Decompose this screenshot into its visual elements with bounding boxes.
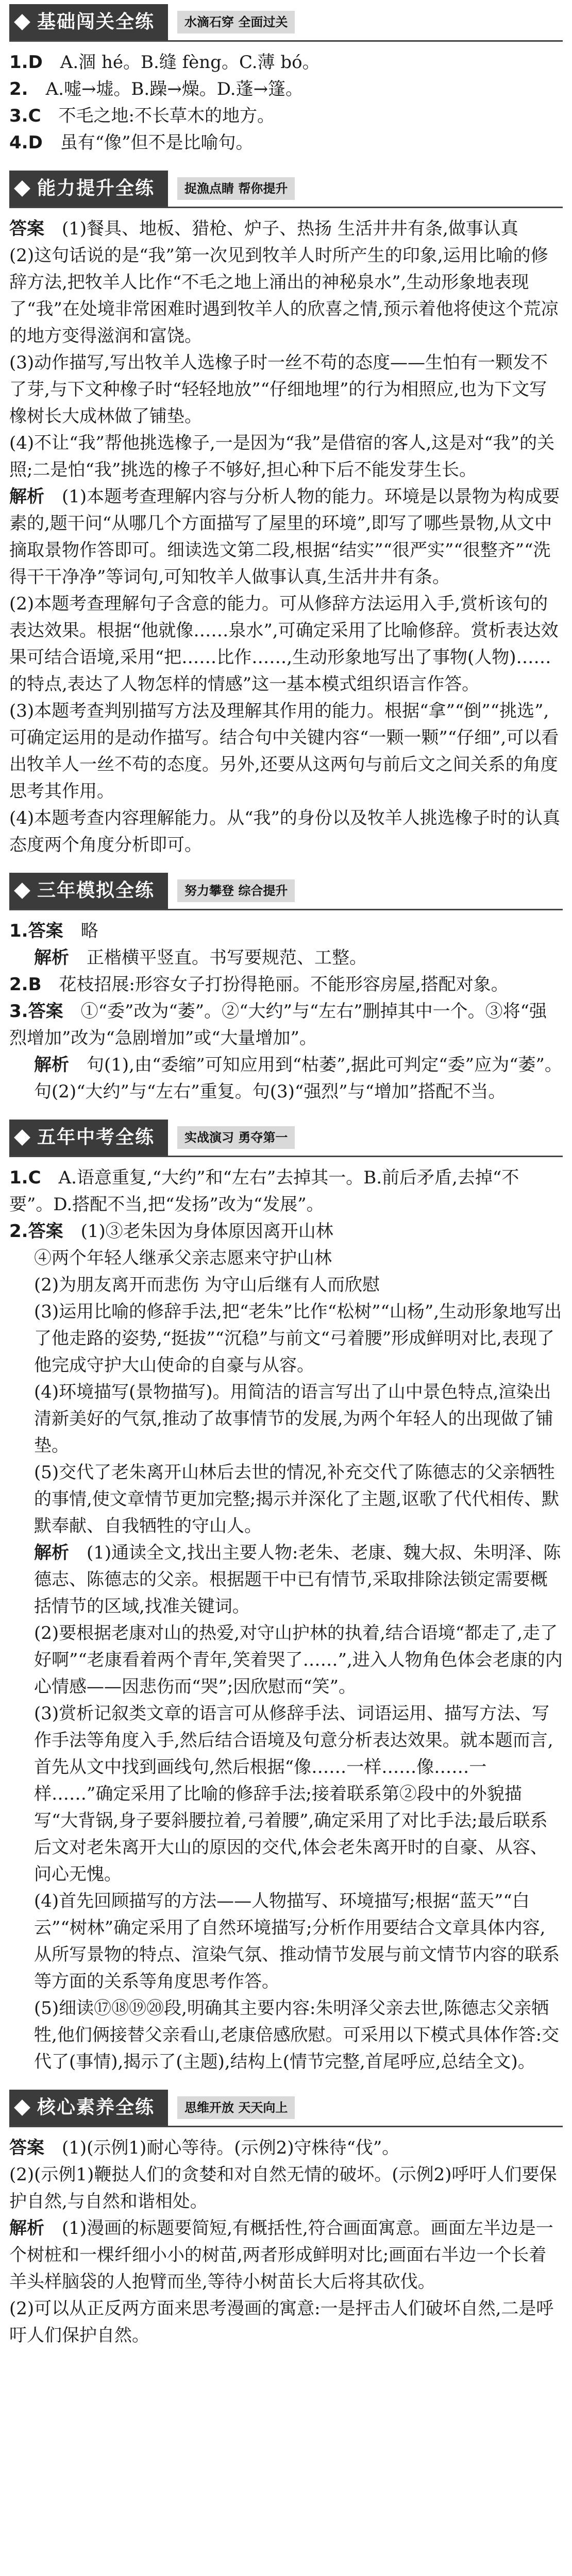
- section-title: [9, 873, 168, 909]
- answer-label: 3.C: [9, 106, 41, 126]
- section-subtitle: 水滴石穿 全面过关: [177, 11, 295, 33]
- answer-label: 解析: [34, 1055, 69, 1075]
- answer-line: [9, 1620, 563, 1700]
- answer-line: [9, 1539, 563, 1620]
- answer-label: 2.B: [9, 974, 42, 995]
- section-5: [9, 2090, 563, 2349]
- section-banner: [9, 2090, 563, 2127]
- section-4: [9, 1120, 563, 2075]
- answer-text: 不毛之地:不长草木的地方。: [58, 106, 275, 126]
- answer-text: (5)交代了老朱离开山林后去世的情况,补充交代了陈德志的父亲牺牲的事情,使文章情节更加完整;揭示并深化了主题,讴歌了代代相传、默默奉献、自我牺牲的守山人。: [34, 1462, 560, 1536]
- section-1: [9, 4, 563, 156]
- section-banner: [9, 1120, 563, 1157]
- answer-label: 1.答案: [9, 921, 63, 941]
- answer-text: (1)(示例1)耐心等待。(示例2)守株待“伐”。: [62, 2138, 400, 2158]
- answer-text: (3)本题考查判别描写方法及理解其作用的能力。根据“拿”“倒”“挑选”,可确定运用的是动作描写。结合句中关键内容“一颗一颗”“仔细”,可以看出牧羊人一丝不苟的态度。另外,还要从这两句与前后文之间关系的角度思考其作用。: [9, 701, 559, 802]
- answer-line: [9, 1245, 563, 1272]
- answer-line: [9, 129, 563, 156]
- answer-line: [9, 944, 563, 971]
- answer-line: [9, 1052, 563, 1105]
- answer-text: (3)赏析记叙类文章的语言可从修辞手法、词语运用、描写方法、写作手法等角度入手,然后结合语境及句意分析表达效果。就本题而言,首先从文中找到画线句,然后根据“像……一样……像……一样……”确定采用了比喻的修辞手法;接着联系第②段中的外貌描写“大背锅,身子要斜腰拉着,弓着腰”,确定采用了对比手法;最后联系后文对老朱离开大山的原因的交代,体会老朱离开时的自豪、从容、问心无愧。: [34, 1703, 553, 1885]
- section-title-text: 核心素养全练: [37, 2097, 155, 2118]
- answer-text: (1)通读全文,找出主要人物:老朱、老康、魏大叔、朱明泽、陈德志、陈德志的父亲。根据题干中已有情节,采取排除法锁定需要概括情节的区域,找准关键词。: [34, 1543, 561, 1617]
- answer-line: [9, 242, 563, 349]
- content: [9, 4, 563, 2349]
- diamond-icon: [14, 180, 30, 197]
- section-title-text: 能力提升全练: [37, 178, 155, 199]
- answer-line: [9, 2134, 563, 2161]
- answer-text: (2)要根据老康对山的热爱,对守山护林的执着,结合语境“都走了,走了好啊”“老康看着两个青年,笑着哭了……”,进入人物角色体会老康的内心情感——因悲伤而“哭”;因欣慰而“笑”。: [34, 1623, 563, 1697]
- section-banner: [9, 171, 563, 208]
- answer-line: [9, 2295, 563, 2349]
- answer-label: 4.D: [9, 132, 43, 153]
- answer-text: ①“委”改为“萎”。②“大约”与“左右”删掉其中一个。③将“强烈增加”改为“急剧增加”或“大量增加”。: [9, 1001, 547, 1048]
- section-title: [9, 4, 168, 40]
- section-2: [9, 171, 563, 858]
- answer-line: [9, 1218, 563, 1245]
- answer-line: [9, 1164, 563, 1218]
- answer-text: (2)可以从正反两方面来思考漫画的寓意:一是抨击人们破坏自然,二是呼吁人们保护自然。: [9, 2298, 554, 2346]
- answer-text: (1)③老朱因为身体原因离开山林: [80, 1221, 333, 1242]
- answer-label: 解析: [34, 1543, 69, 1563]
- answer-line: [9, 1700, 563, 1888]
- answer-text: (1)漫画的标题要简短,有概括性,符合画面寓意。画面左半边是一个树桩和一棵纤细小小的树苗,两者形成鲜明对比;画面右半边一个长着羊头样脑袋的人抱臂而坐,等待小树苗长大后将其砍伐。: [9, 2218, 553, 2292]
- answer-label: 1.D: [9, 52, 43, 73]
- section-title-text: 五年中考全练: [37, 1127, 155, 1148]
- answer-line: [9, 349, 563, 430]
- answer-line: [9, 2215, 563, 2295]
- answer-text: A.语意重复,“大约”和“左右”去掉其一。B.前后矛盾,去掉“不要”。D.搭配不当,把“发扬”改为“发展”。: [9, 1167, 519, 1215]
- answer-text: (2)(示例1)鞭挞人们的贪婪和对自然无情的破坏。(示例2)呼吁人们要保护自然,与自然和谐相处。: [9, 2164, 557, 2212]
- section-banner: [9, 873, 563, 910]
- answer-text: (4)不让“我”帮他挑选橡子,一是因为“我”是借宿的客人,这是对“我”的关照;二是怕“我”挑选的橡子不够好,担心种下后不能发芽生长。: [9, 433, 555, 480]
- answer-label: 解析: [9, 486, 44, 507]
- answer-label: 答案: [9, 218, 44, 239]
- answer-text: (4)首先回顾描写的方法——人物描写、环境描写;根据“蓝天”“白云”“树林”确定采用了自然环境描写;分析作用要结合文章具体内容,从所写景物的特点、渲染气氛、推动情节发展与前文情节内容的联系等方面的关系等角度思考作答。: [34, 1891, 560, 1992]
- answer-line: [9, 215, 563, 242]
- answer-line: [9, 49, 563, 76]
- diamond-icon: [14, 14, 30, 30]
- answer-line: [9, 805, 563, 858]
- diamond-icon: [14, 1129, 30, 1146]
- section-title: [9, 171, 168, 207]
- answer-label: 1.C: [9, 1167, 41, 1188]
- section-title-text: 基础闯关全练: [37, 11, 155, 32]
- section-3: [9, 873, 563, 1105]
- section-banner: [9, 4, 563, 42]
- answer-text: (1)餐具、地板、猎枪、炉子、热扬 生活井井有条,做事认真: [62, 218, 518, 239]
- answer-text: (1)本题考查理解内容与分析人物的能力。环境是以景物为构成要素的,题干问“从哪几个方面描写了屋里的环境”,即写了哪些景物,从文中摘取景物作答即可。细读选文第二段,根据“结实”“很严实”“很整齐”“洗得干干净净”等词句,可知牧羊人做事认真,生活井井有条。: [9, 486, 560, 587]
- answer-text: A.涸 hé。B.缝 fèng。C.薄 bó。: [60, 52, 320, 73]
- answer-label: 解析: [34, 947, 69, 968]
- answer-text: (3)运用比喻的修辞手法,把“老朱”比作“松树”“山杨”,生动形象地写出了他走路的姿势,“挺拔”“沉稳”与前文“弓着腰”形成鲜明对比,表现了他完成守护大山使命的自豪与从容。: [34, 1301, 562, 1376]
- answer-text: 略: [80, 921, 98, 941]
- answer-line: [9, 2161, 563, 2215]
- answer-line: [9, 1272, 563, 1298]
- answer-label: 解析: [9, 2218, 44, 2239]
- answer-line: [9, 1379, 563, 1459]
- section-subtitle: 思维开放 天天向上: [177, 2096, 295, 2119]
- answer-text: (2)本题考查理解句子含意的能力。可从修辞方法运用入手,赏析该句的表达效果。根据“他就像……泉水”,可确定采用了比喻修辞。赏析表达效果可结合语境,采用“把……比作……,生动形象地写出了事物(人物)……的特点,表达了人物怎样的情感”这一基本模式组织语言作答。: [9, 594, 559, 694]
- answer-text: (2)这句话说的是“我”第一次见到牧羊人时所产生的印象,运用比喻的修辞方法,把牧羊人比作“不毛之地上涌出的神秘泉水”,生动形象地表现了“我”在处境非常困难时遇到牧羊人的欣喜之情,预示着他将使这个荒凉的地方变得滋润和富饶。: [9, 245, 559, 346]
- answer-text: 句(1),由“委缩”可知应用到“枯萎”,据此可判定“委”应为“萎”。句(2)“大约”与“左右”重复。句(3)“强烈”与“增加”搭配不当。: [34, 1055, 562, 1102]
- answer-line: [9, 483, 563, 590]
- answer-text: (2)为朋友离开而悲伤 为守山后继有人而欣慰: [34, 1275, 380, 1295]
- answer-line: [9, 76, 563, 103]
- answer-text: A.嘘→墟。B.躁→燥。D.蓬→篷。: [45, 79, 304, 99]
- answer-line: [9, 430, 563, 483]
- answer-line: [9, 103, 563, 129]
- answer-line: [9, 1459, 563, 1539]
- section-title-text: 三年模拟全练: [37, 880, 155, 901]
- answer-label: 3.答案: [9, 1001, 63, 1022]
- section-subtitle: 捉漁点睛 帮你提升: [177, 177, 295, 200]
- diamond-icon: [14, 2099, 30, 2116]
- answer-text: (4)本题考查内容理解能力。从“我”的身份以及牧羊人挑选橡子时的认真态度两个角度分析即可。: [9, 808, 560, 855]
- answer-label: 2.答案: [9, 1221, 63, 1242]
- answer-line: [9, 1888, 563, 1995]
- diamond-icon: [14, 883, 30, 899]
- section-title: [9, 1120, 168, 1156]
- section-subtitle: 实战演习 勇夺第一: [177, 1126, 295, 1149]
- answer-line: [9, 918, 563, 944]
- answer-text: (3)动作描写,写出牧羊人选橡子时一丝不苟的态度——生怕有一颗发不了芽,与下文种橡子时“轻轻地放”“仔细地埋”的行为相照应,也为下文写橡树长大成林做了铺垫。: [9, 352, 548, 427]
- section-title: [9, 2090, 168, 2126]
- answer-text: (4)环境描写(景物描写)。用简洁的语言写出了山中景色特点,渲染出清新美好的气氛,推动了故事情节的发展,为两个年轻人的出现做了铺垫。: [34, 1382, 553, 1456]
- answer-text: ④两个年轻人继承父亲志愿来守护山林: [34, 1248, 332, 1268]
- section-subtitle: 努力攀登 综合提升: [177, 879, 295, 902]
- answer-label: 答案: [9, 2138, 44, 2158]
- answer-line: [9, 698, 563, 805]
- answer-label: 2.: [9, 79, 28, 99]
- answer-text: (5)细读⑰⑱⑲⑳段,明确其主要内容:朱明泽父亲去世,陈德志父亲牺牲,他们俩接替父亲看山,老康倍感欣慰。可采用以下模式具体作答:交代了(事情),揭示了(主题),结构上(情节完整,首尾呼应,总结全文)。: [34, 1998, 560, 2072]
- answer-text: 虽有“像”但不是比喻句。: [60, 132, 254, 153]
- answer-line: [9, 1995, 563, 2075]
- answer-line: [9, 1298, 563, 1379]
- answer-text: 正楷横平竖直。书写要规范、工整。: [87, 947, 367, 968]
- answer-line: [9, 971, 563, 998]
- answer-line: [9, 590, 563, 698]
- answer-line: [9, 998, 563, 1052]
- answer-text: 花枝招展:形容女子打扮得艳丽。不能形容房屋,搭配对象。: [59, 974, 509, 995]
